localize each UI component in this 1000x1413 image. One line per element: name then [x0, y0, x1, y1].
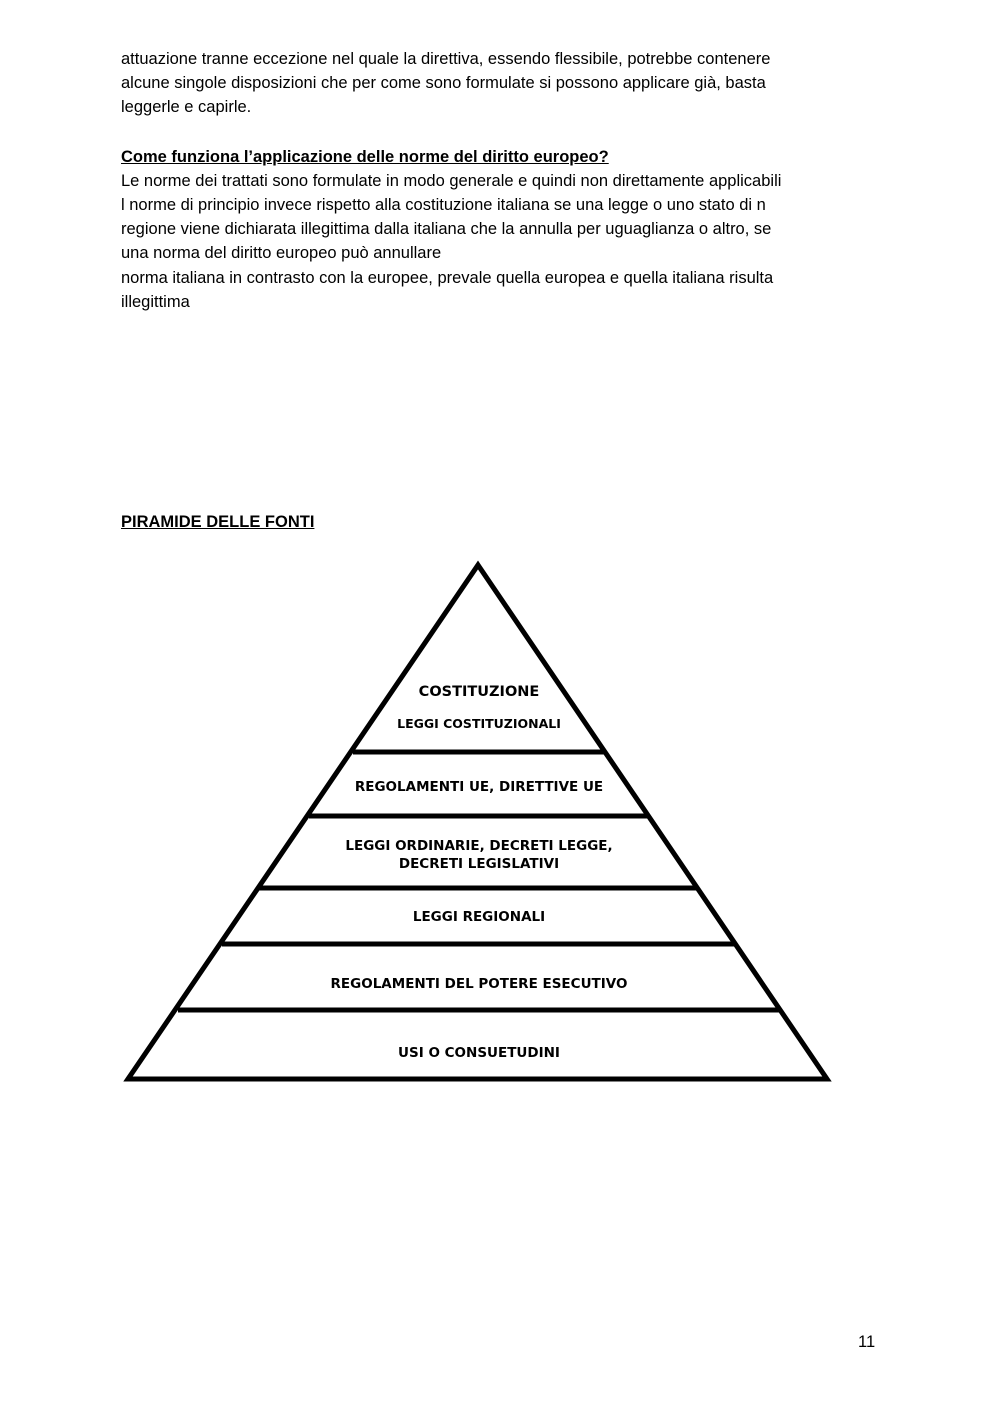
tier-label-regolamenti-ue: REGOLAMENTI UE, DIRETTIVE UE: [354, 779, 604, 795]
paragraph-line: Le norme dei trattati sono formulate in modo generale e quindi non direttamente applicabili: [121, 172, 782, 190]
page-number: 11: [858, 1333, 876, 1351]
tier-label-regolamenti-potere-esecutivo: REGOLAMENTI DEL POTERE ESECUTIVO: [330, 976, 628, 992]
pyramid-outline: [128, 565, 827, 1079]
paragraph-line: attuazione tranne eccezione nel quale la direttiva, essendo flessibile, potrebbe contenere: [121, 50, 771, 68]
tier-label-costituzione: COSTITUZIONE: [418, 684, 540, 700]
tier-label-leggi-ordinarie: LEGGI ORDINARIE, DECRETI LEGGE,: [345, 838, 613, 854]
paragraph-line: norma italiana in contrasto con la europee, prevale quella europea e quella italiana risulta: [121, 269, 774, 287]
tier-label-leggi-costituzionali: LEGGI COSTITUZIONALI: [397, 716, 561, 731]
section-heading-question: Come funziona l’applicazione delle norme del diritto europeo?: [121, 148, 609, 166]
tier-label-usi-consuetudini: USI O CONSUETUDINI: [398, 1045, 560, 1061]
paragraph-line: l norme di principio invece rispetto alla costituzione italiana se una legge o uno stato di n: [121, 196, 766, 214]
tier-label-leggi-regionali: LEGGI REGIONALI: [412, 909, 546, 925]
paragraph-line: alcune singole disposizioni che per come sono formulate si possono applicare già, basta: [121, 74, 766, 92]
tier-label-decreti-legislativi: DECRETI LEGISLATIVI: [398, 856, 560, 872]
paragraph-line: una norma del diritto europeo può annullare: [121, 244, 442, 262]
paragraph-line: illegittima: [121, 293, 190, 311]
paragraph-line: leggerle e capirle.: [121, 98, 252, 116]
section-heading-pyramid: PIRAMIDE DELLE FONTI: [121, 513, 315, 531]
paragraph-line: regione viene dichiarata illegittima dalla italiana che la annulla per uguaglianza o altro, se: [121, 220, 772, 238]
